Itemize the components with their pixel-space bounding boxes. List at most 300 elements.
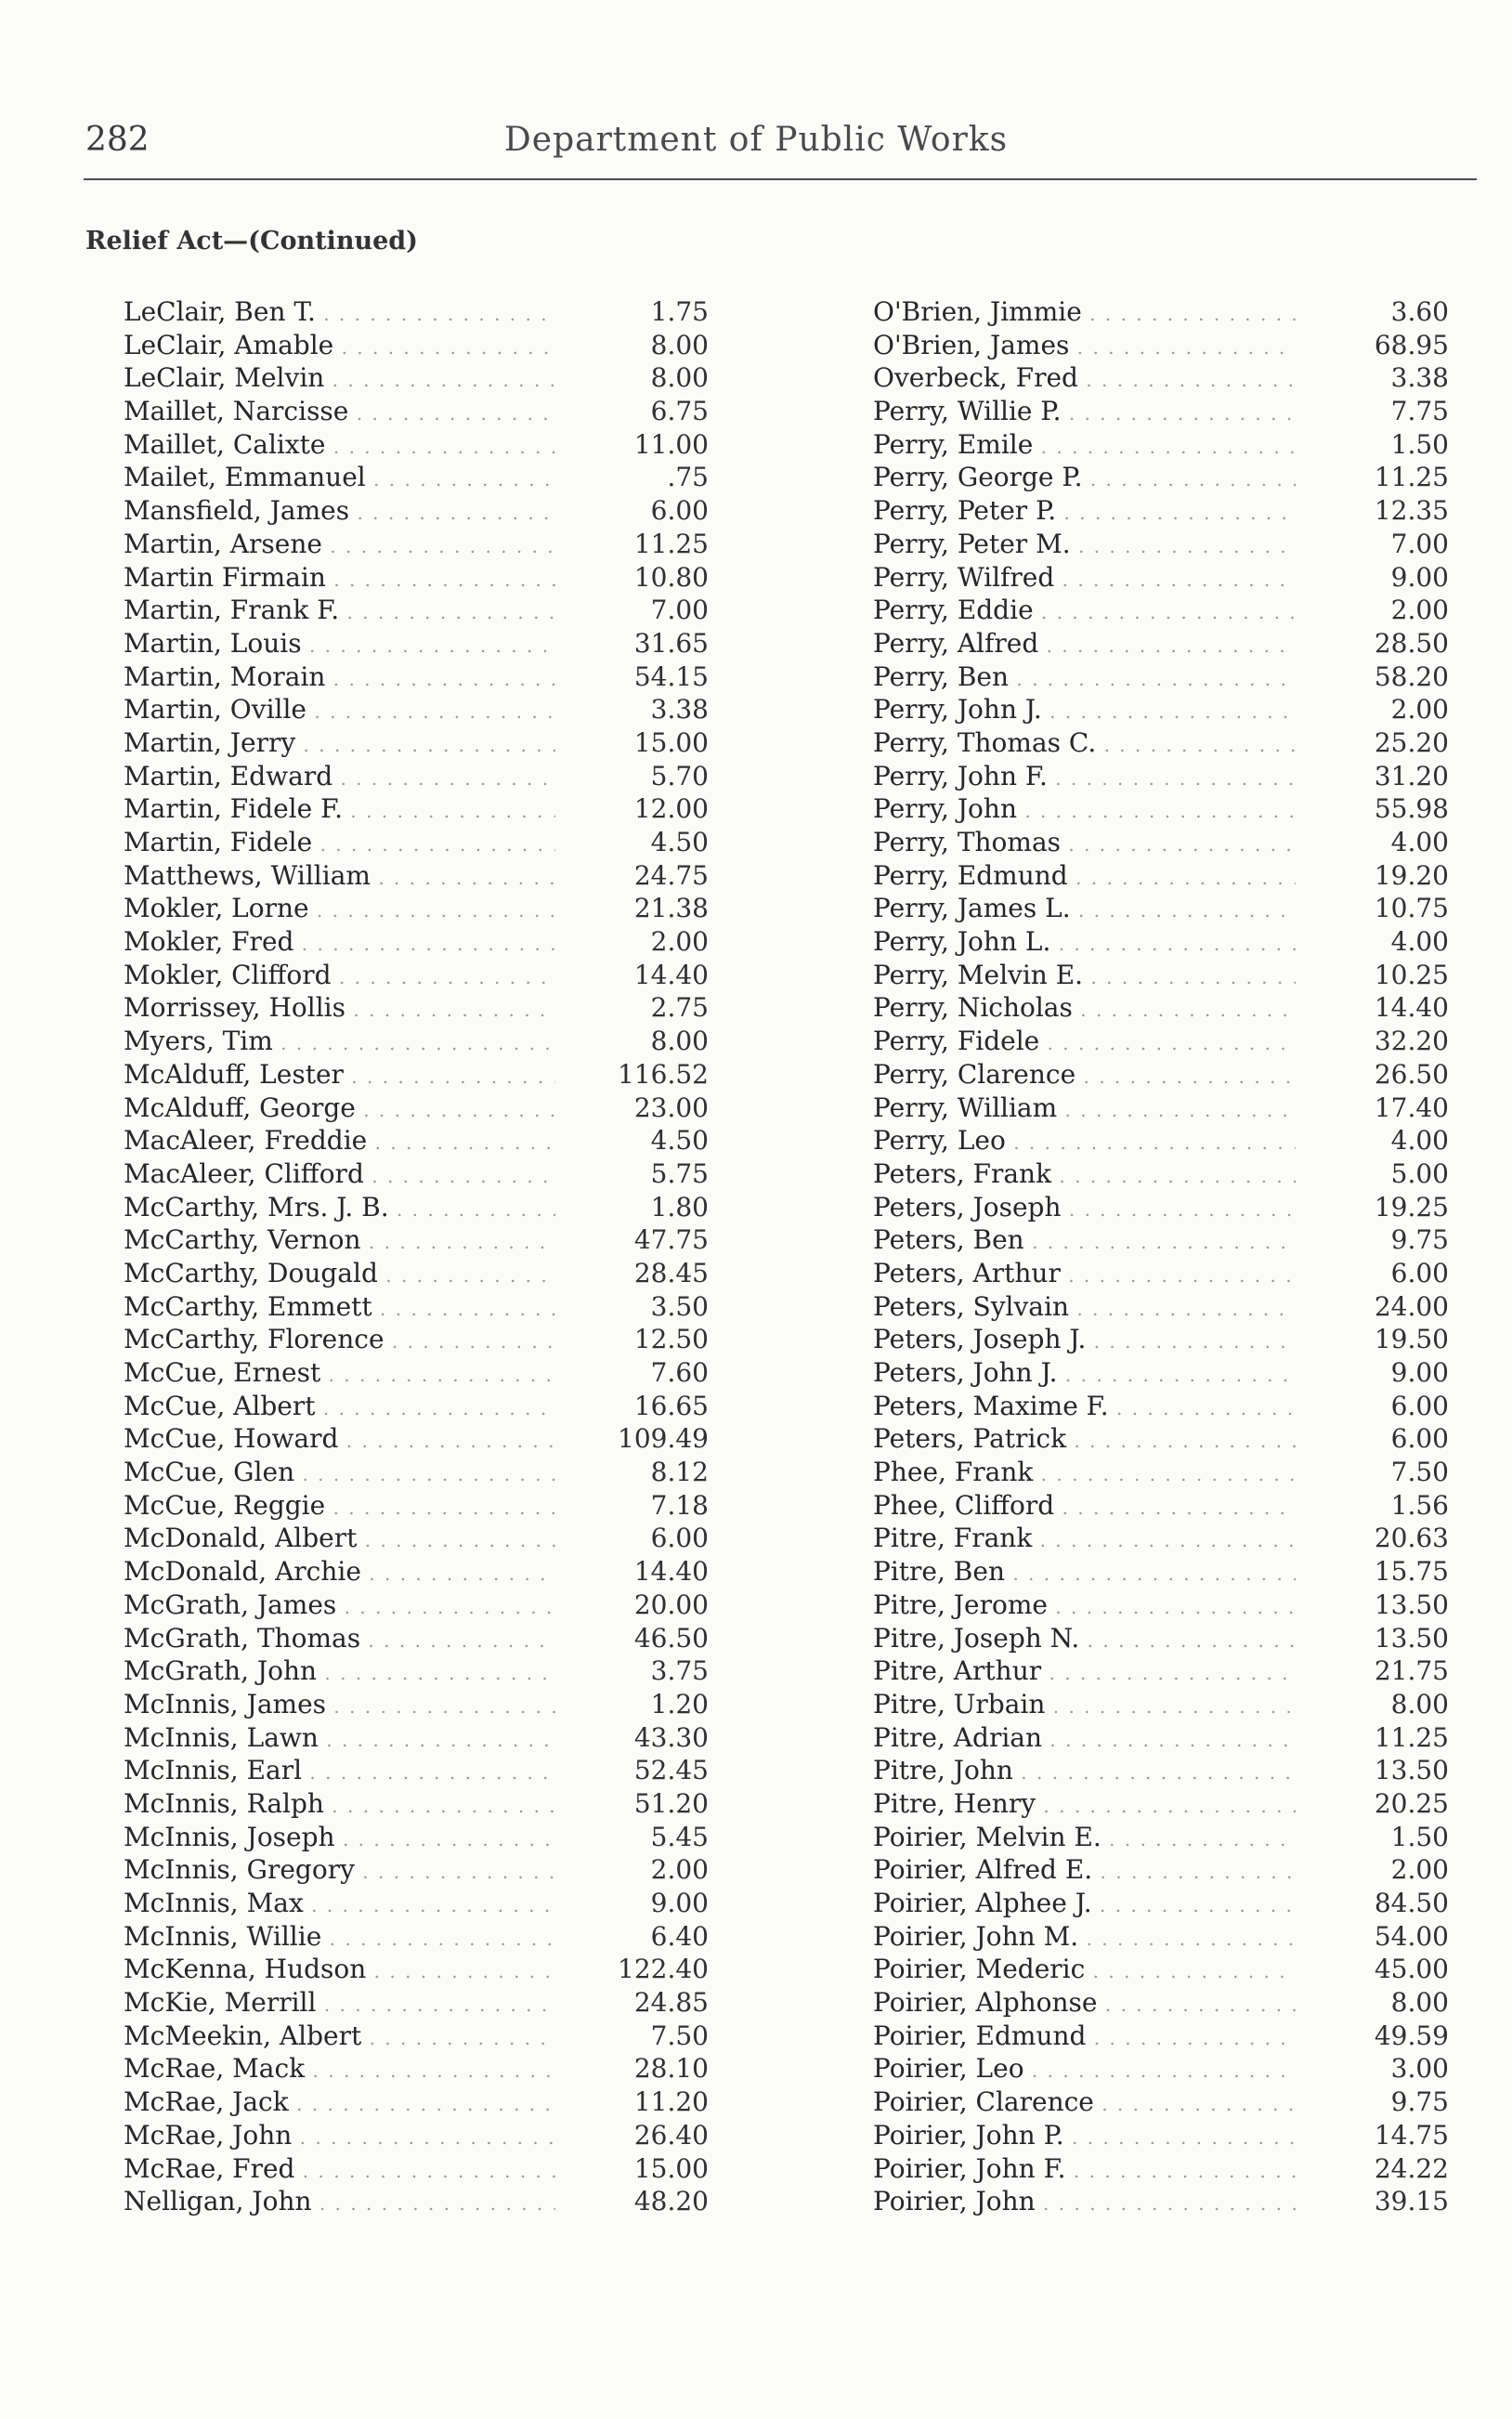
- payee-name: McCue, Glen . . .: [124, 1456, 555, 1492]
- list-item: [124, 859, 709, 893]
- list-item: [873, 1920, 1449, 1954]
- list-item: [873, 561, 1449, 595]
- list-item: [873, 1688, 1449, 1721]
- list-item: [873, 1290, 1449, 1324]
- list-item: [873, 826, 1449, 859]
- payee-name: McRae, Fred . . .: [124, 2152, 555, 2189]
- payment-amount: 46.50: [633, 1622, 709, 1654]
- payee-name: McCarthy, Emmett . . .: [124, 1290, 555, 1327]
- payee-name: Poirier, John P. . . .: [873, 2119, 1296, 2155]
- list-item: [124, 792, 709, 826]
- payee-name: Poirier, Alfred E. . . .: [873, 1853, 1296, 1889]
- payee-name: McRae, Jack . . .: [124, 2086, 555, 2122]
- payee-name: McCue, Albert . . .: [124, 1390, 555, 1426]
- payee-name: McRae, John . . .: [124, 2119, 555, 2155]
- payment-amount: 14.40: [633, 959, 709, 990]
- list-item: [124, 925, 709, 959]
- payee-name: Peters, John J. . . .: [873, 1356, 1296, 1393]
- payment-amount: 7.00: [650, 595, 709, 626]
- payment-amount: 17.40: [1374, 1092, 1449, 1123]
- payment-amount: 8.00: [650, 362, 709, 394]
- payee-name: Pitre, Urbain . . .: [873, 1688, 1296, 1724]
- payment-amount: 31.65: [633, 627, 709, 659]
- payment-amount: 6.00: [650, 1523, 709, 1554]
- payment-amount: 55.98: [1374, 793, 1449, 825]
- list-item: [873, 1191, 1449, 1224]
- list-item: [124, 1754, 709, 1787]
- payment-amount: 2.00: [1390, 694, 1449, 726]
- payment-amount: 14.75: [1374, 2119, 1449, 2151]
- payment-amount: 31.20: [1374, 760, 1449, 791]
- list-item: [124, 428, 709, 462]
- payee-name: McRae, Mack . . .: [124, 2052, 555, 2088]
- list-item: [873, 1821, 1449, 1854]
- payment-amount: 43.30: [633, 1721, 709, 1753]
- payee-name: McGrath, John . . .: [124, 1654, 555, 1691]
- payee-name: McAlduff, Lester . . .: [124, 1058, 555, 1094]
- payment-amount: 2.00: [1390, 1854, 1449, 1886]
- list-item: [873, 1124, 1449, 1157]
- list-item: [124, 1920, 709, 1954]
- payment-amount: 3.38: [1390, 362, 1449, 394]
- list-item: [873, 1257, 1449, 1290]
- list-item: [124, 1157, 709, 1191]
- payment-amount: 4.00: [1390, 926, 1449, 958]
- payment-amount: 3.60: [1390, 296, 1449, 327]
- payment-amount: 6.00: [1390, 1257, 1449, 1288]
- payment-amount: 32.20: [1374, 1026, 1449, 1057]
- list-item: [124, 2119, 709, 2152]
- payee-name: Pitre, Jerome . . .: [873, 1589, 1296, 1625]
- payment-amount: 122.40: [618, 1954, 709, 1985]
- payment-amount: 13.50: [1374, 1589, 1449, 1620]
- payee-name: McCue, Howard . . .: [124, 1422, 555, 1458]
- list-item: [873, 1456, 1449, 1489]
- payment-amount: 15.00: [633, 2152, 709, 2184]
- payment-amount: 9.75: [1390, 1224, 1449, 1256]
- payment-amount: 8.00: [1390, 1987, 1449, 2019]
- list-item: [873, 2185, 1449, 2218]
- payment-amount: 1.50: [1390, 1821, 1449, 1852]
- payee-name: Martin, Morain . . .: [124, 660, 555, 697]
- list-item: [873, 991, 1449, 1025]
- payee-name: Martin, Edward . . .: [124, 760, 555, 796]
- payment-amount: 52.45: [633, 1755, 709, 1786]
- payee-name: Pitre, John . . .: [873, 1754, 1296, 1790]
- payee-name: McKenna, Hudson . . .: [124, 1953, 555, 1989]
- right-column: [873, 295, 1449, 2218]
- payee-name: Perry, Leo . . .: [873, 1124, 1296, 1160]
- payment-amount: 23.00: [633, 1092, 709, 1123]
- list-item: [124, 826, 709, 859]
- payment-amount: 13.50: [1374, 1622, 1449, 1654]
- payment-amount: 3.38: [650, 694, 709, 726]
- list-item: [873, 494, 1449, 528]
- list-item: [124, 1191, 709, 1224]
- list-item: [124, 726, 709, 760]
- payment-amount: 6.75: [650, 396, 709, 427]
- payment-amount: 16.65: [633, 1390, 709, 1421]
- list-item: [124, 494, 709, 528]
- payee-name: Poirier, John . . .: [873, 2185, 1296, 2221]
- payment-amount: 21.38: [633, 893, 709, 924]
- list-item: [873, 1754, 1449, 1787]
- payee-name: Perry, John J. . . .: [873, 693, 1296, 729]
- payment-amount: 13.50: [1374, 1755, 1449, 1786]
- list-item: [124, 1456, 709, 1489]
- list-item: [124, 561, 709, 595]
- payment-amount: 26.40: [633, 2119, 709, 2151]
- list-item: [873, 2020, 1449, 2053]
- payment-amount: 26.50: [1374, 1058, 1449, 1090]
- payment-amount: 28.50: [1374, 627, 1449, 659]
- payee-name: McGrath, James . . .: [124, 1589, 555, 1625]
- payment-amount: 2.00: [650, 926, 709, 958]
- payment-amount: 28.45: [633, 1257, 709, 1288]
- payment-amount: 2.75: [650, 992, 709, 1024]
- list-item: [873, 925, 1449, 959]
- payment-amount: 11.25: [633, 528, 709, 559]
- list-item: [873, 1092, 1449, 1125]
- list-item: [124, 1390, 709, 1423]
- payee-name: O'Brien, Jimmie . . .: [873, 295, 1296, 332]
- payee-name: McCarthy, Vernon . . .: [124, 1223, 555, 1260]
- list-item: [873, 1489, 1449, 1523]
- payee-name: Perry, Thomas C. . . .: [873, 726, 1296, 763]
- payment-amount: 24.00: [1374, 1290, 1449, 1322]
- payment-amount: 8.00: [650, 329, 709, 360]
- list-item: [873, 627, 1449, 660]
- list-item: [124, 361, 709, 395]
- payment-amount: 5.00: [1390, 1157, 1449, 1189]
- list-item: [873, 660, 1449, 694]
- list-item: [873, 1887, 1449, 1920]
- payment-amount: 84.50: [1374, 1888, 1449, 1918]
- payee-name: McInnis, James . . .: [124, 1688, 555, 1724]
- list-item: [124, 461, 709, 494]
- payee-name: Poirier, Alphee J. . . .: [873, 1887, 1296, 1923]
- list-item: [873, 1522, 1449, 1555]
- payee-name: Perry, Clarence . . .: [873, 1058, 1296, 1094]
- list-item: [873, 329, 1449, 362]
- list-item: [124, 594, 709, 627]
- list-item: [873, 1555, 1449, 1589]
- list-item: [124, 1223, 709, 1257]
- payee-name: Martin Firmain . . .: [124, 561, 555, 597]
- list-item: [124, 1721, 709, 1755]
- payment-amount: 9.00: [1390, 561, 1449, 593]
- payee-name: Perry, Wilfred . . .: [873, 561, 1296, 597]
- list-item: [124, 2152, 709, 2186]
- payment-amount: 4.00: [1390, 1125, 1449, 1157]
- list-item: [124, 1422, 709, 1456]
- list-item: [873, 1323, 1449, 1356]
- list-item: [124, 1787, 709, 1821]
- list-item: [873, 2052, 1449, 2086]
- list-item: [873, 693, 1449, 726]
- list-item: [124, 329, 709, 362]
- payee-name: Peters, Joseph . . .: [873, 1191, 1296, 1227]
- payment-amount: 3.75: [650, 1655, 709, 1687]
- payee-name: O'Brien, James . . .: [873, 329, 1296, 365]
- payment-amount: 14.40: [1374, 992, 1449, 1024]
- payee-name: McInnis, Willie . . .: [124, 1920, 555, 1956]
- payment-amount: 4.50: [650, 1125, 709, 1157]
- list-item: [873, 428, 1449, 462]
- payee-name: Perry, Nicholas . . .: [873, 991, 1296, 1027]
- list-item: [124, 1489, 709, 1523]
- list-item: [873, 1953, 1449, 1986]
- payee-name: Nelligan, John . . .: [124, 2185, 555, 2221]
- payee-name: McCarthy, Dougald . . .: [124, 1257, 555, 1293]
- list-item: [873, 1622, 1449, 1655]
- list-item: [873, 461, 1449, 494]
- payment-amount: 4.00: [1390, 827, 1449, 857]
- payee-name: Pitre, Ben . . .: [873, 1555, 1296, 1591]
- payment-amount: 7.60: [650, 1357, 709, 1388]
- list-item: [124, 1688, 709, 1721]
- payment-amount: 21.75: [1374, 1655, 1449, 1687]
- list-item: [124, 959, 709, 992]
- payment-amount: 6.40: [650, 1920, 709, 1952]
- payment-amount: 24.75: [633, 859, 709, 891]
- payee-name: Pitre, Frank . . .: [873, 1522, 1296, 1558]
- list-item: [124, 627, 709, 660]
- payment-amount: 14.40: [633, 1556, 709, 1588]
- payment-amount: 54.15: [633, 660, 709, 692]
- payee-name: Overbeck, Fred . . .: [873, 361, 1296, 398]
- payee-name: Poirier, Edmund . . .: [873, 2020, 1296, 2056]
- payee-name: McDonald, Archie . . .: [124, 1555, 555, 1591]
- list-item: [124, 2020, 709, 2053]
- payment-amount: 11.20: [633, 2086, 709, 2118]
- payee-name: Peters, Sylvain . . .: [873, 1290, 1296, 1327]
- payee-name: McCue, Reggie . . .: [124, 1489, 555, 1525]
- list-item: [873, 361, 1449, 395]
- page-number: 282: [85, 121, 150, 159]
- payee-name: Poirier, Clarence . . .: [873, 2086, 1296, 2122]
- payment-amount: 12.00: [633, 793, 709, 825]
- payee-name: LeClair, Amable . . .: [124, 329, 555, 365]
- list-item: [124, 1058, 709, 1092]
- list-item: [124, 2086, 709, 2119]
- payee-name: LeClair, Melvin . . .: [124, 361, 555, 398]
- payment-amount: 19.20: [1374, 859, 1449, 891]
- payee-name: Martin, Fidele . . .: [124, 826, 555, 862]
- list-item: [124, 660, 709, 694]
- payment-amount: 5.70: [650, 760, 709, 791]
- list-item: [124, 395, 709, 428]
- payee-name: Perry, Peter P. . . .: [873, 494, 1296, 530]
- section-heading: Relief Act—(Continued): [85, 227, 418, 255]
- payment-amount: 2.00: [1390, 595, 1449, 626]
- left-column: [124, 295, 709, 2218]
- list-item: [124, 1555, 709, 1589]
- payment-amount: 10.25: [1374, 959, 1449, 990]
- list-item: [124, 1589, 709, 1622]
- list-item: [873, 726, 1449, 760]
- payment-amount: 68.95: [1374, 329, 1449, 360]
- payment-amount: 3.00: [1390, 2053, 1449, 2085]
- payee-name: Perry, Thomas . . .: [873, 826, 1296, 862]
- list-item: [124, 1323, 709, 1356]
- payee-name: Pitre, Adrian . . .: [873, 1721, 1296, 1758]
- payee-name: Phee, Clifford . . .: [873, 1489, 1296, 1525]
- payee-name: Perry, Emile . . .: [873, 428, 1296, 464]
- list-item: [873, 1356, 1449, 1390]
- payee-name: Perry, Melvin E. . . .: [873, 959, 1296, 995]
- payee-name: McInnis, Ralph . . .: [124, 1787, 555, 1824]
- payee-name: Mokler, Lorne . . .: [124, 892, 555, 928]
- payment-amount: 45.00: [1374, 1954, 1449, 1985]
- payment-amount: 12.35: [1374, 495, 1449, 527]
- payee-name: McInnis, Lawn . . .: [124, 1721, 555, 1758]
- payee-name: Maillet, Narcisse . . .: [124, 395, 555, 431]
- payee-name: McInnis, Earl . . .: [124, 1754, 555, 1790]
- payee-name: McDonald, Albert . . .: [124, 1522, 555, 1558]
- payee-name: Perry, John F. . . .: [873, 760, 1296, 796]
- list-item: [873, 1654, 1449, 1688]
- list-item: [124, 295, 709, 329]
- payee-name: Perry, Eddie . . .: [873, 594, 1296, 630]
- payee-name: McAlduff, George . . .: [124, 1092, 555, 1128]
- payee-name: Perry, John . . .: [873, 792, 1296, 829]
- payment-amount: 1.56: [1390, 1489, 1449, 1521]
- list-item: [124, 1821, 709, 1854]
- list-item: [873, 295, 1449, 329]
- list-item: [124, 2052, 709, 2086]
- payment-amount: 51.20: [633, 1787, 709, 1819]
- list-item: [873, 1422, 1449, 1456]
- payee-name: Peters, Patrick . . .: [873, 1422, 1296, 1458]
- payment-amount: 20.00: [633, 1589, 709, 1620]
- list-item: [873, 1787, 1449, 1821]
- list-item: [873, 1853, 1449, 1887]
- payee-name: Pitre, Henry . . .: [873, 1787, 1296, 1824]
- list-item: [124, 528, 709, 561]
- payment-amount: 9.00: [650, 1888, 709, 1918]
- list-item: [124, 892, 709, 925]
- payee-name: McInnis, Gregory . . .: [124, 1853, 555, 1889]
- payment-amount: 7.50: [650, 2020, 709, 2051]
- payee-name: MacAleer, Clifford . . .: [124, 1157, 555, 1194]
- payment-amount: 19.25: [1374, 1191, 1449, 1223]
- list-item: [873, 859, 1449, 893]
- payee-name: Mansfield, James . . .: [124, 494, 555, 530]
- payee-name: Martin, Jerry . . .: [124, 726, 555, 763]
- payee-name: McCarthy, Florence . . .: [124, 1323, 555, 1359]
- payee-name: McCarthy, Mrs. J. B. . . .: [124, 1191, 555, 1227]
- payee-name: Martin, Louis . . .: [124, 627, 555, 663]
- payee-name: McKie, Merrill . . .: [124, 1986, 555, 2022]
- payment-amount: 10.80: [633, 561, 709, 593]
- payee-name: MacAleer, Freddie . . .: [124, 1124, 555, 1160]
- payment-amount: 6.00: [650, 495, 709, 527]
- list-item: [873, 1025, 1449, 1058]
- header-rule: [84, 178, 1477, 180]
- list-item: [124, 1887, 709, 1920]
- payment-amount: 8.00: [650, 1026, 709, 1057]
- payment-amount: 1.20: [650, 1688, 709, 1719]
- payment-amount: 20.25: [1374, 1787, 1449, 1819]
- payee-name: Phee, Frank . . .: [873, 1456, 1296, 1492]
- payment-amount: 39.15: [1374, 2186, 1449, 2217]
- payee-name: LeClair, Ben T. . . .: [124, 295, 555, 332]
- payment-amount: 28.10: [633, 2053, 709, 2085]
- list-item: [124, 1092, 709, 1125]
- list-item: [124, 1622, 709, 1655]
- payment-amount: 11.25: [1374, 462, 1449, 493]
- payment-amount: 3.50: [650, 1290, 709, 1322]
- payment-amount: 7.75: [1390, 396, 1449, 427]
- payee-name: Peters, Frank . . .: [873, 1157, 1296, 1194]
- list-item: [873, 1223, 1449, 1257]
- payee-name: McCue, Ernest . . .: [124, 1356, 555, 1393]
- list-item: [124, 1654, 709, 1688]
- payment-amount: 6.00: [1390, 1423, 1449, 1455]
- payee-name: Perry, Fidele . . .: [873, 1025, 1296, 1061]
- payee-name: Peters, Ben . . .: [873, 1223, 1296, 1260]
- payee-name: Perry, John L. . . .: [873, 925, 1296, 961]
- payee-name: Poirier, Mederic . . .: [873, 1953, 1296, 1989]
- payment-amount: 116.52: [618, 1058, 709, 1090]
- payee-name: Perry, James L. . . .: [873, 892, 1296, 928]
- payment-amount: 7.00: [1390, 528, 1449, 559]
- list-item: [124, 1257, 709, 1290]
- payee-name: Maillet, Calixte . . .: [124, 428, 555, 464]
- payee-name: Perry, Ben . . .: [873, 660, 1296, 697]
- list-item: [124, 1853, 709, 1887]
- payment-amount: 7.18: [650, 1489, 709, 1521]
- payment-amount: 1.80: [650, 1191, 709, 1223]
- payee-name: Poirier, Leo . . .: [873, 2052, 1296, 2088]
- payment-amount: 11.00: [633, 428, 709, 460]
- payment-amount: 24.85: [633, 1987, 709, 2019]
- list-item: [873, 528, 1449, 561]
- payee-name: Matthews, William . . .: [124, 859, 555, 896]
- payee-name: Perry, Willie P. . . .: [873, 395, 1296, 431]
- payee-name: Pitre, Joseph N. . . .: [873, 1622, 1296, 1658]
- list-item: [124, 1986, 709, 2020]
- payee-name: Martin, Arsene . . .: [124, 528, 555, 564]
- list-item: [873, 959, 1449, 992]
- payment-amount: 7.50: [1390, 1457, 1449, 1488]
- payee-name: Morrissey, Hollis . . .: [124, 991, 555, 1027]
- payment-amount: 6.00: [1390, 1390, 1449, 1421]
- payment-amount: 19.50: [1374, 1324, 1449, 1355]
- list-item: [124, 1522, 709, 1555]
- list-item: [124, 2185, 709, 2218]
- list-item: [873, 2152, 1449, 2186]
- payment-amount: 9.75: [1390, 2086, 1449, 2118]
- payee-name: Poirier, John M. . . .: [873, 1920, 1296, 1956]
- payment-amount: 109.49: [618, 1423, 709, 1455]
- payee-name: Martin, Frank F. . . .: [124, 594, 555, 630]
- payee-name: Perry, Peter M. . . .: [873, 528, 1296, 564]
- list-item: [124, 1953, 709, 1986]
- payment-amount: 9.00: [1390, 1357, 1449, 1388]
- payment-amount: 47.75: [633, 1224, 709, 1256]
- payment-amount: 2.00: [650, 1854, 709, 1886]
- payee-name: Martin, Oville . . .: [124, 693, 555, 729]
- payee-name: McMeekin, Albert . . .: [124, 2020, 555, 2056]
- payment-amount: 58.20: [1374, 660, 1449, 692]
- payment-amount: 5.45: [650, 1821, 709, 1852]
- payee-name: Poirier, Alphonse . . .: [873, 1986, 1296, 2022]
- payment-amount: 54.00: [1374, 1920, 1449, 1952]
- list-item: [873, 2086, 1449, 2119]
- list-item: [873, 1589, 1449, 1622]
